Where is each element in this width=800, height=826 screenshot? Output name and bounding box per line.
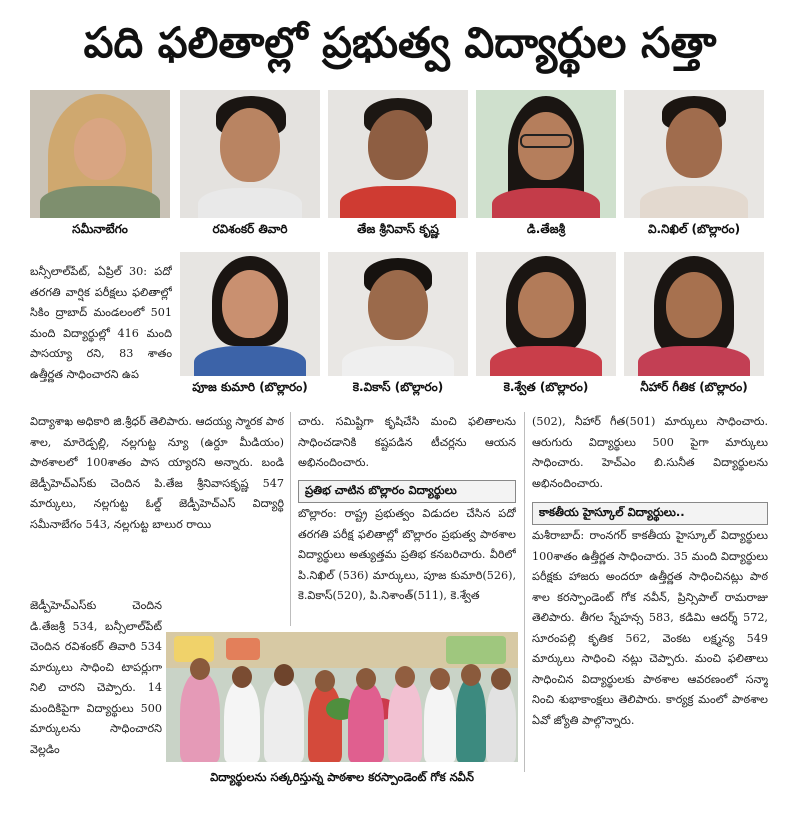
student-photo-9 bbox=[624, 252, 764, 376]
article-col3-bottom: బొల్లారం: రాష్ట్ర ప్రభుత్వం విడుదల చేసిన పదో తరగతి పరీక్ష ఫలితాల్లో బొల్లారం ప్రభుత్వ పాఠశాల విద్యార్థులు అత్యుత్తమ ప్రతిభ కనబరిచారు. వీరిలో పి.నిఖిల్ (536) మార్కులు, పూజ కుమారి(526), కె.వికాస్(520), పి.నిశాంత్(511), కె.శ్వేత bbox=[298, 507, 516, 602]
student-photo-6 bbox=[180, 252, 320, 376]
student-name-8: కె.శ్వేత (బొల్లారం) bbox=[503, 380, 589, 394]
subhead-kakatiya: కాకతీయ హైస్కూల్ విద్యార్థులు.. bbox=[532, 502, 768, 525]
article-col1-top: బన్సీలాల్‌పేట్, ఏప్రిల్ 30: పదో తరగతి వార్షిక పరీక్షలు ఫలితాల్లో సికిం ద్రాబాద్ మండలంలో 501 మంది విద్యార్థుల్లో 416 మంది పాసయ్యా రని, 83 శాతం ఉత్తీర్ణత సాధించారని ఉప bbox=[30, 265, 172, 381]
subhead-bollaram: ప్రతిభ చాటిన బొల్లారం విద్యార్థులు bbox=[298, 480, 516, 503]
group-photo-caption: విద్యార్థులను సత్కరిస్తున్న పాఠశాల కరస్పాండెంట్ గోక నవీన్ bbox=[210, 770, 474, 784]
student-name-1: సమీనాబేగం bbox=[72, 222, 128, 236]
student-photo-4 bbox=[476, 90, 616, 218]
article-col4-bottom: మశీరాబాద్: రాంనగర్ కాకతీయ హైస్కూల్ విద్యార్థులు 100శాతం ఉత్తీర్ణత సాధించారు. 35 మంది విద్యార్థులు పరీక్షకు హాజరు అందరూ ఉత్తీర్ణత సాధించినట్లు పాఠ శాల కరస్పాండెంట్ గోక నవీన్, ప్రిన్సిపాల్ రామరాజు తెలిపారు. తీగల స్నేహన్స 583, కడిమి ఆదర్శ్ 572, సూరంపల్లి కృతిక 562, వెంకట లక్ష్మన్య 549 మార్కులు సాధించి నట్లు చెప్పారు. మంచి ఫలితాలు సాధించిన విద్యార్థులకు పాఠశాల ఆవరణంలో సన్మా నించి శుభాకాంక్షలు తెలిపారు. కార్యక్ర మంలో పాఠశాల ఏవో జ్యోతి పాల్గొన్నారు. bbox=[532, 529, 768, 727]
student-name-2: రవిశంకర్ తివారి bbox=[212, 222, 288, 236]
article-col1-bottom: జెడ్పీహెచ్‌ఎస్‌కు చెందిన డి.తేజశ్రీ 534, బన్సీలాల్‌పేట్ చెందిన రవిశంకర్ తివారి 534 మార్కులు సాధించి టాపర్లుగా నిలి చారని చెప్పారు. 14 మందికిపైగా విద్యార్థులు 500 మార్కులను సాధించారని వెల్లడిం bbox=[30, 599, 162, 756]
article-col4: (502), నీహార్ గీత(501) మార్కులు సాధించారు. ఆరుగురు విద్యార్థులు 500 పైగా మార్కులు సాధించారు. హెచ్‌ఎం బి.సునీత విద్యార్థులను అభినందించారు. bbox=[532, 415, 768, 490]
column-divider-1 bbox=[290, 412, 291, 626]
student-photo-2 bbox=[180, 90, 320, 218]
student-photo-3 bbox=[328, 90, 468, 218]
student-name-4: డి.తేజశ్రీ bbox=[526, 222, 566, 236]
student-name-6: పూజ కుమారి (బొల్లారం) bbox=[192, 380, 308, 394]
student-name-5: వి.నిఖిల్ (బొల్లారం) bbox=[647, 222, 741, 236]
student-name-9: నీహార్ గీతిక (బొల్లారం) bbox=[640, 380, 748, 394]
student-photo-8 bbox=[476, 252, 616, 376]
student-name-3: తేజ శ్రీనివాస్ కృష్ణ bbox=[357, 222, 439, 236]
student-photo-7 bbox=[328, 252, 468, 376]
column-divider-2 bbox=[524, 412, 525, 772]
headline: పది ఫలితాల్లో ప్రభుత్వ విద్యార్థుల సత్తా bbox=[83, 18, 717, 67]
student-photo-1 bbox=[30, 90, 170, 218]
group-photo bbox=[166, 632, 518, 762]
student-name-7: కె.వికాస్ (బొల్లారం) bbox=[352, 380, 444, 394]
student-photo-5 bbox=[624, 90, 764, 218]
article-col2: విద్యాశాఖ అధికారి జి.శ్రీధర్ తెలిపారు. ఆదయ్య స్మారక పాఠ శాల, మారెడ్పల్లి, నల్లగుట్ట న్యూ (ఉర్దూ మీడియం) పాఠశాలలో 100శాతం పాస య్యారని అన్నారు. బండి జెడ్పీహెచ్‌ఎస్‌కు చెందిన పి.తేజ శ్రీనివాసకృష్ణ 547 మార్కులు, నల్లగుట్ట ఓల్డ్ జెడ్పీహెచ్‌ఎస్ విద్యార్థి సమీనాబేగం 543, నల్లగుట్ట బాలుర రాయి bbox=[30, 415, 284, 531]
article-col3: చారు. సమిష్టిగా కృషిచేసి మంచి ఫలితాలను సాధించడానికి కష్టపడిన టీచర్లను ఆయన అభినందించారు. bbox=[298, 415, 516, 469]
